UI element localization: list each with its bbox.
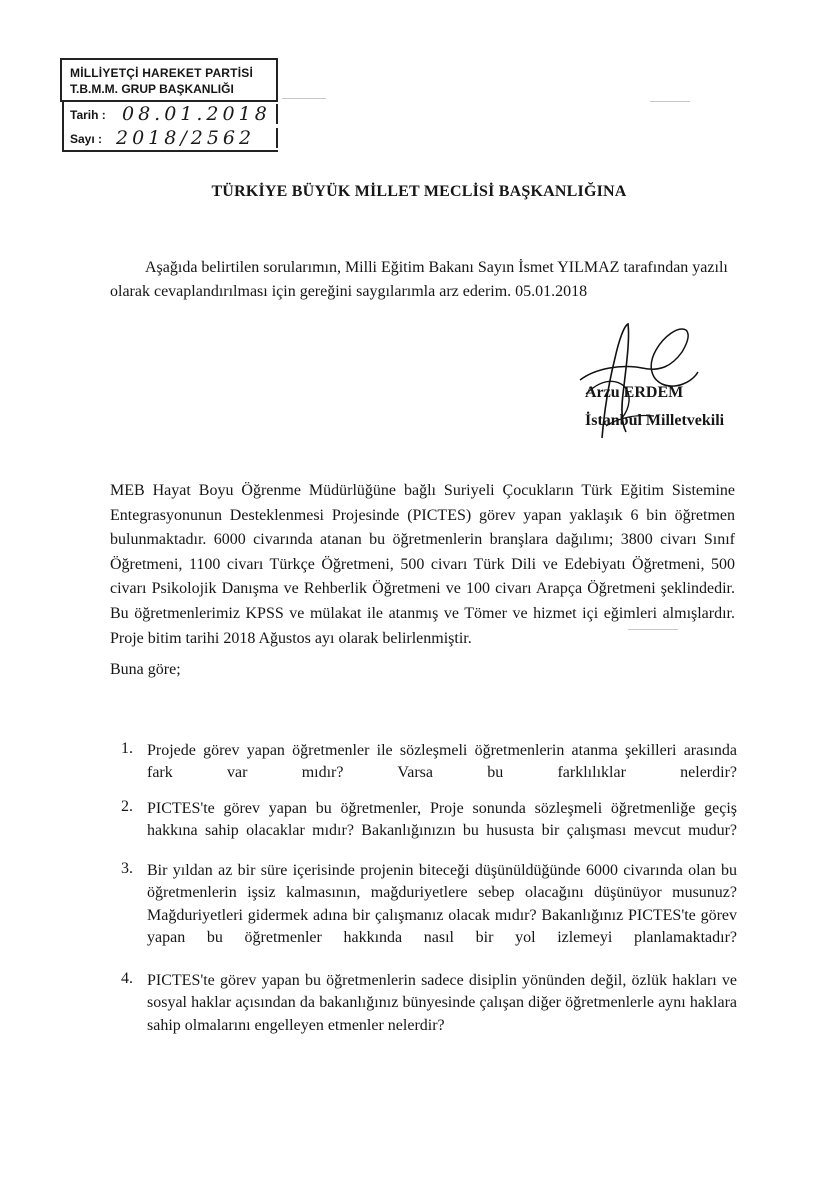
- intro-paragraph: Aşağıda belirtilen sorularımın, Milli Eğitim Bakanı Sayın İsmet YILMAZ tarafından yazılı olarak cevaplandırılması için gereğini saygılarımla arz ederim. 05.01.2018: [110, 259, 728, 300]
- receipt-stamp: [60, 58, 276, 150]
- question-text: PICTES'te görev yapan bu öğretmenlerin sadece disiplin yönünden değil, özlük hakları ve sosyal haklar açısından da bakanlığınız bünyesinde çalışan diğer öğretmenlerle aynı haklara sahip olmalarını engelleyen etmenler nelerdir?: [147, 972, 737, 1034]
- stamp-border-tick: [276, 128, 278, 148]
- stamp-party-name: MİLLİYETÇİ HAREKET PARTİSİ: [70, 66, 253, 80]
- scan-artifact: [650, 101, 690, 102]
- question-number: 4.: [121, 970, 133, 987]
- stamp-border-tick: [276, 104, 278, 124]
- stamp-date-row: [62, 102, 278, 126]
- question-number: 1.: [121, 740, 133, 757]
- question-number: 2.: [121, 798, 133, 815]
- buna-gore-label: Buna göre;: [110, 661, 181, 678]
- signatory-title: İstanbul Milletvekili: [585, 412, 725, 429]
- stamp-number-row: [62, 126, 278, 152]
- stamp-number-label: Sayı :: [70, 132, 103, 146]
- question-number: 3.: [121, 860, 133, 877]
- stamp-number-value: 2018/2562: [116, 127, 256, 149]
- question-text: Projede görev yapan öğretmenler ile sözleşmeli öğretmenlerin atanma şekilleri arasında fark var mıdır? Varsa bu farklılıklar nelerdir?: [147, 742, 737, 782]
- question-text: Bir yıldan az bir süre içerisinde projenin biteceği düşünüldüğünde 6000 civarında olan bu öğretmenlerin işsiz kalmasının, mağduriyetlere sebep olacağını düşünüyor musunuz? Mağduriyetleri gidermek adına bir çalışmanız olacak mıdır? Bakanlığınız PICTES'te görev yapan bu öğretmenler hakkında nasıl bir yol izlemeyi planlamaktadır?: [147, 862, 737, 947]
- scan-artifact: [282, 98, 326, 99]
- stamp-header-box: [60, 58, 278, 102]
- question-text: PICTES'te görev yapan bu öğretmenler, Proje sonunda sözleşmeli öğretmenliğe geçiş hakkına sahip olacaklar mıdır? Bakanlığınızın bu hususta bir çalışması mevcut mudur?: [147, 800, 737, 840]
- signatory-name: Arzu ERDEM: [585, 384, 684, 401]
- body-paragraph: MEB Hayat Boyu Öğrenme Müdürlüğüne bağlı Suriyeli Çocukların Türk Eğitim Sistemine Entegrasyonunun Desteklenmesi Projesinde (PICTES) görev yapan yaklaşık 6 bin öğretmen bulunmaktadır. 6000 civarında atanan bu öğretmenlerin branşlara dağılımı; 3800 civarı Sınıf Öğretmeni, 1100 civarı Türkçe Öğretmeni, 500 civarı Türk Dili ve Edebiyatı Öğretmeni, 500 civarı Psikolojik Danışma ve Rehberlik Öğretmeni ve 100 civarı Arapça Öğretmeni şeklindedir. Bu öğretmenlerimiz KPSS ve mülakat ile atanmış ve Tömer ve hizmet içi eğimleri almışlardır. Proje bitim tarihi 2018 Ağustos ayı olarak belirlenmiştir.: [110, 482, 735, 647]
- stamp-date-value: 08.01.2018: [122, 103, 271, 125]
- stamp-office-name: T.B.M.M. GRUP BAŞKANLIĞI: [70, 82, 234, 96]
- stamp-date-label: Tarih :: [70, 108, 106, 122]
- page-title: TÜRKİYE BÜYÜK MİLLET MECLİSİ BAŞKANLIĞINA: [211, 183, 627, 200]
